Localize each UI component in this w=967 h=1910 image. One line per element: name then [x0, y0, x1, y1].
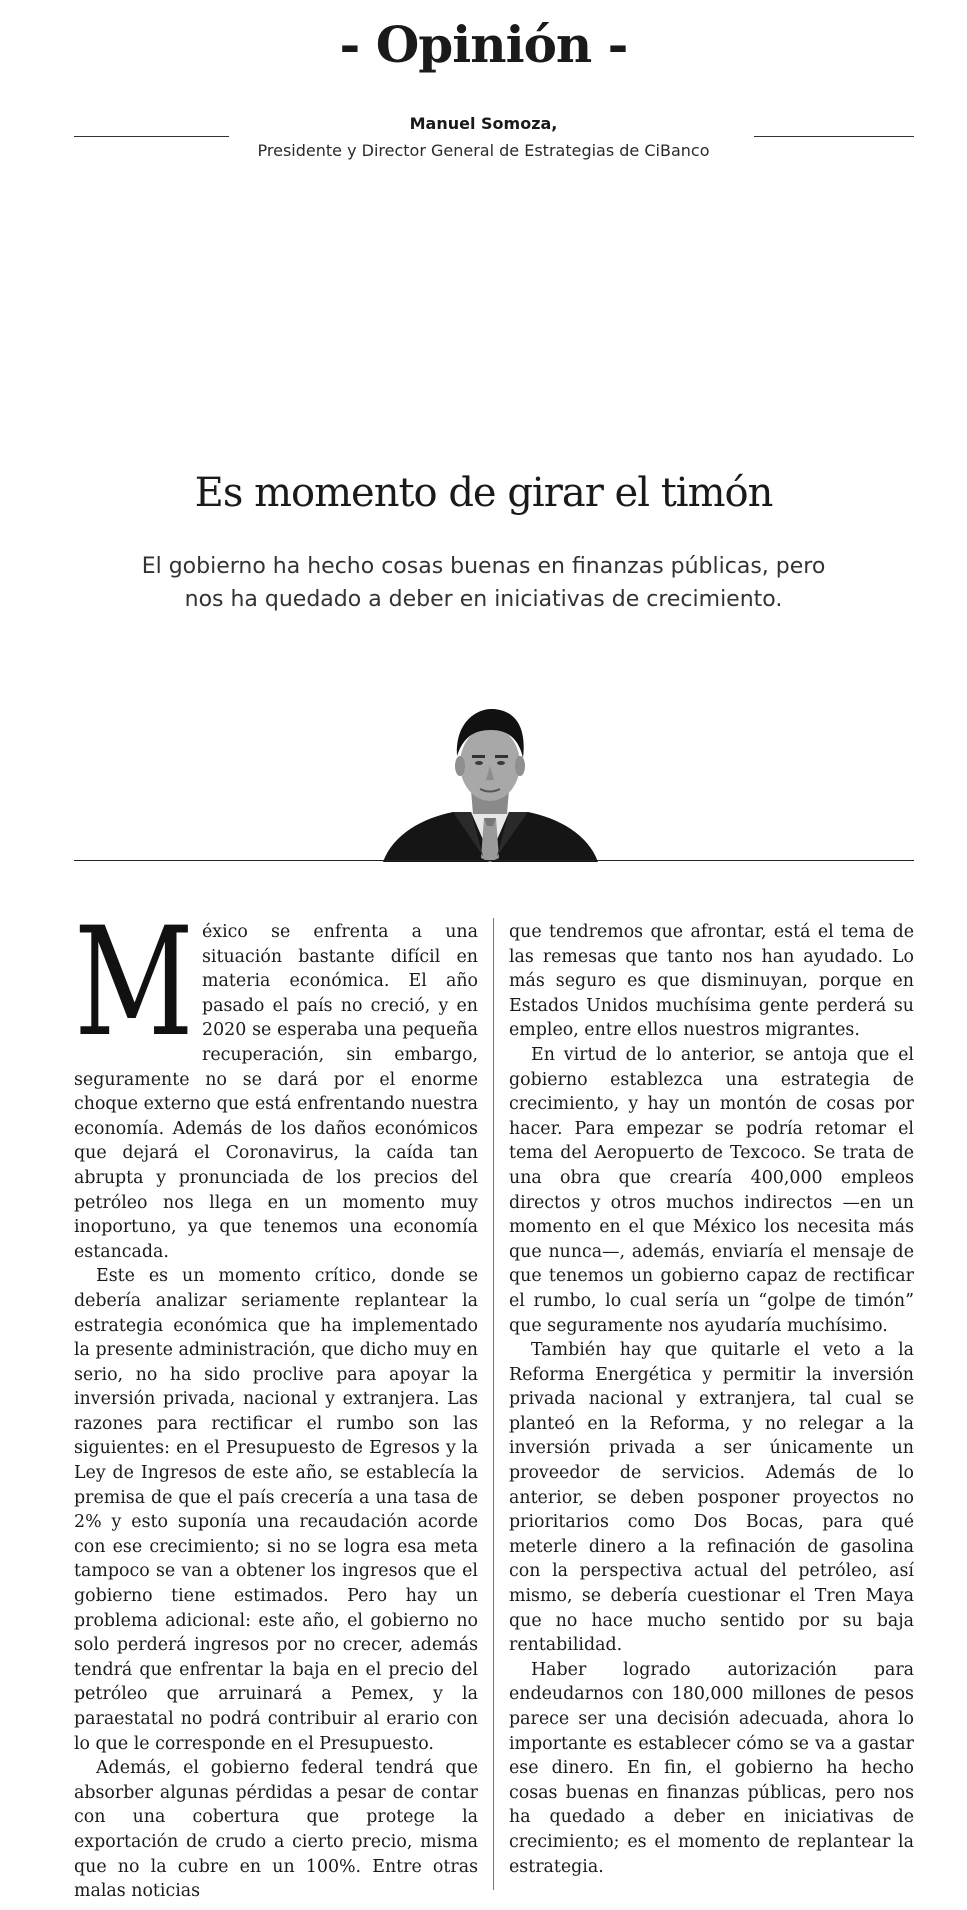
article-paragraph: En virtud de lo anterior, se antoja que el gobierno establezca una estrategia de crecimiento, y hay un montón de cosas por hacer. Para empezar se podría retomar el tema del Aeropuerto de Texcoco. Se trata de una obra que crearía 400,000 empleos directos y otros muchos indirectos —en un momento en el que México los necesita más que nunca—, además, enviaría el mensaje de que tenemos un gobierno capaz de rectificar el rumbo, lo cual sería un “golpe de timón” que seguramente nos ayudaría muchísimo.	[509, 1044, 914, 1336]
article-headline: Es momento de girar el timón	[194, 470, 773, 516]
paragraph-text: éxico se enfrenta a una situación bastante difícil en materia económica. El año pasado el país no creció, y en 2020 se esperaba una pequeña recuperación, sin embargo, seguramente no se dará por el enorme choque externo que está enfrentando nuestra economía. Además de los daños económicos que dejará el Coronavirus, la caída tan abrupta y pronunciada de los precios del petróleo nos llega en un momento muy inoportuno, ya que tenemos una economía estancada.	[74, 922, 478, 1262]
author-portrait	[383, 706, 598, 862]
header-rule-right	[754, 136, 914, 137]
article-paragraph: También hay que quitarle el veto a la Reforma Energética y permitir la inversión privada nacional y extranjera, tal cual se planteó en la Reforma, y no relegar a la inversión privada a ser únicamente un proveedor de servicios. Además de lo anterior, se deben posponer proyectos no prioritarios como Dos Bocas, para qué meterle dinero a la refinación de gasolina con la perspectiva actual del petróleo, así mismo, se debería cuestionar el Tren Maya que no hace mucho sentido por su baja rentabilidad.	[509, 1340, 914, 1656]
author-role: Presidente y Director General de Estrategias de CiBanco	[257, 141, 710, 160]
section-title: - Opinión -	[339, 15, 628, 74]
article-paragraph: Este es un momento crítico, donde se debería analizar seriamente replantear la estrategia económica que ha implementado la presente administración, que dicho muy en serio, no ha sido proclive para apoyar la inversión privada, nacional y extranjera. Las razones para rectificar el rumbo son las siguientes: en el Presupuesto de Egresos y la Ley de Ingresos de este año, se establecía la premisa de que el país crecería a una tasa de 2% y esto suponía una recaudación acorde con ese crecimiento; si no se logra esa meta tampoco se van a obtener los ingresos que el gobierno tiene estimados. Pero hay un problema adicional: este año, el gobierno no solo perderá ingresos por no crecer, además tendrá que enfrentar la baja en el precio del petróleo que arruinará a Pemex, y la paraestatal no podrá contribuir al erario con lo que le corresponde en el Presupuesto.	[74, 1266, 478, 1754]
article-paragraph: que tendremos que afrontar, está el tema de las remesas que tanto nos han ayudado. Lo más seguro es que disminuyan, porque en Estados Unidos muchísima gente perderá su empleo, entre ellos nuestros migrantes.	[509, 922, 914, 1041]
drop-cap: M	[74, 896, 191, 1070]
article-column-left	[74, 896, 478, 1904]
article-column-right	[509, 920, 914, 1879]
main-rule	[74, 860, 914, 861]
article-paragraph: Haber logrado autorización para endeudarnos con 180,000 millones de pesos parece ser una decisión adecuada, ahora lo importante es establecer cómo se va a gastar ese dinero. En fin, el gobierno ha hecho cosas buenas en finanzas públicas, pero nos ha quedado a deber en iniciativas de crecimiento; es el momento de replantear la estrategia.	[509, 1659, 914, 1877]
article-paragraph	[74, 896, 478, 1264]
author-name: Manuel Somoza,	[409, 114, 558, 133]
column-divider	[493, 918, 494, 1890]
article-subhead: El gobierno ha hecho cosas buenas en finanzas públicas, pero nos ha quedado a deber en iniciativas de crecimiento.	[141, 554, 826, 612]
header-rule-left	[74, 136, 229, 137]
article-paragraph: Además, el gobierno federal tendrá que absorber algunas pérdidas a pesar de contar con una cobertura que protege la exportación de crudo a cierto precio, misma que no la cubre en un 100%. Entre otras malas noticias	[74, 1758, 478, 1902]
